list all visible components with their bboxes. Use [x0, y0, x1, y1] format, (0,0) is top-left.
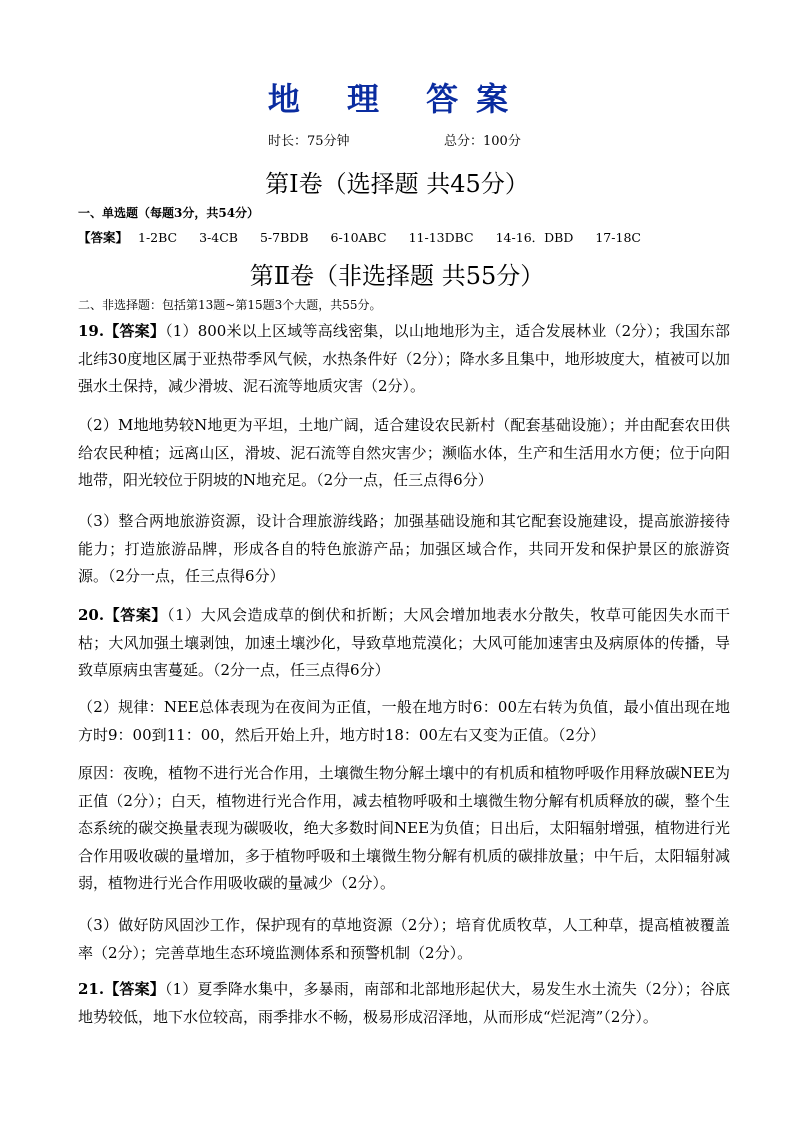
answer-group: 1-2BC — [138, 230, 178, 245]
q19-part2: （2）M地地势较N地更为平坦，土地广阔，适合建设农民新村（配套基础设施）；并由配套农田供给农民种植；远离山区，滑坡、泥石流等自然灾害少；濒临水体，生产和生活用水方便；位于向阳地带，阳光较位于阴坡的N地充足。（2分一点，任三点得6分） — [78, 416, 730, 490]
section1-subtitle: 一、单选题（每题3分，共54分） — [78, 206, 260, 220]
answer-group: 5-7BDB — [259, 230, 309, 245]
q20-part1: 20.【答案】（1）大风会造成草的倒伏和折断；大风会增加地表水分散失，牧草可能因失水而干枯；大风加强土壤剥蚀，加速土壤沙化，导致草地荒漠化；大风可能加速害虫及病原体的传播，导致草原病虫害蔓延。（2分一点，任三点得6分） — [78, 606, 730, 680]
q19-heading: 19.【答案】 — [78, 322, 166, 340]
section2-subtitle: 二、非选择题：包括第13题~第15题3个大题，共55分。 — [78, 298, 382, 312]
answer-group: 3-4CB — [199, 230, 238, 245]
q20-part3: 原因：夜晚，植物不进行光合作用，土壤微生物分解土壤中的有机质和植物呼吸作用释放碳NEE为正值（2分）；白天，植物进行光合作用，减去植物呼吸和土壤微生物分解有机质释放的碳，整个生态系统的碳交换量表现为碳吸收，绝大多数时间NEE为负值；日出后，太阳辐射增强，植物进行光合作用吸收碳的量增加，多于植物呼吸和土壤微生物分解有机质的碳排放量；中午后，太阳辐射减弱，植物进行光合作用吸收碳的量减少（2分）。 — [78, 764, 730, 893]
q20-heading: 20.【答案】 — [78, 606, 168, 624]
answer-group: 14-16．DBD — [495, 230, 574, 245]
answers-label: 【答案】 — [78, 230, 129, 245]
section1-title: 第Ⅰ卷（选择题 共45分） — [265, 170, 529, 198]
mcq-answers-row — [78, 228, 659, 246]
q20-part2: （2）规律：NEE总体表现为在夜间为正值，一般在地方时6：00左右转为负值，最小值出现在地方时9：00到11：00，然后开始上升，地方时18：00左右又变为正值。（2分） — [78, 698, 730, 744]
answer-group: 6-10ABC — [330, 230, 387, 245]
q21-heading: 21.【答案】 — [78, 980, 165, 998]
answer-group: 11-13DBC — [408, 230, 474, 245]
section2-title: 第Ⅱ卷（非选择题 共55分） — [249, 262, 545, 290]
q19-part1: 19.【答案】（1）800米以上区域等高线密集，以山地地形为主，适合发展林业（2分）；我国东部北纬30度地区属于亚热带季风气候，水热条件好（2分）；降水多且集中，地形坡度大，植被可以加强水土保持，减少滑坡、泥石流等地质灾害（2分）。 — [78, 322, 730, 396]
doc-title: 地 理 答案 — [267, 80, 527, 118]
duration-text: 时长：75分钟 — [268, 134, 350, 149]
total-score-text: 总分：100分 — [444, 134, 521, 149]
q19-part3: （3）整合两地旅游资源，设计合理旅游线路；加强基础设施和其它配套设施建设，提高旅游接待能力；打造旅游品牌，形成各自的特色旅游产品；加强区域合作，共同开发和保护景区的旅游资源。（2分一点，任三点得6分） — [78, 512, 730, 586]
answer-group: 17-18C — [595, 230, 641, 245]
q20-part4: （3）做好防风固沙工作，保护现有的草地资源（2分）；培育优质牧草，人工种草，提高植被覆盖率（2分）；完善草地生态环境监测体系和预警机制（2分）。 — [78, 916, 730, 962]
q21-part1: 21.【答案】（1）夏季降水集中，多暴雨，南部和北部地形起伏大，易发生水土流失（2分）；谷底地势较低，地下水位较高，雨季排水不畅，极易形成沼泽地，从而形成“烂泥湾”（2分）。 — [78, 980, 730, 1026]
